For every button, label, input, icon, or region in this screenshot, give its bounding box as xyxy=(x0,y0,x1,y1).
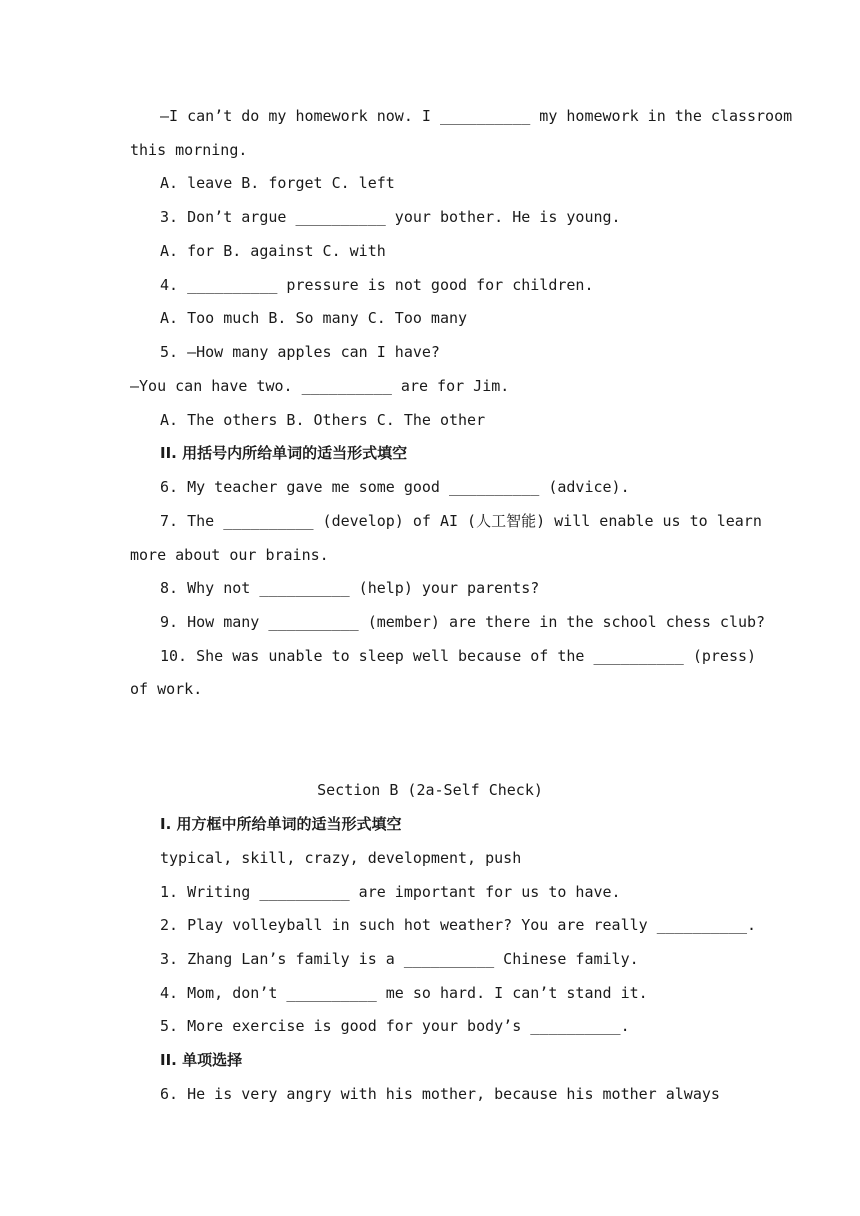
fill-question-2: 2. Play volleyball in such hot weather? You are really __________. xyxy=(160,916,757,934)
question-5-line-1: 5. —How many apples can I have? xyxy=(160,343,440,361)
section-ii-choice-title: II. 单项选择 xyxy=(160,1051,243,1069)
fill-question-5: 5. More exercise is good for your body’s __________. xyxy=(160,1017,630,1035)
question-3: 3. Don’t argue __________ your bother. He is young. xyxy=(160,208,621,226)
section-ii-title: II. 用括号内所给单词的适当形式填空 xyxy=(160,444,408,462)
question-10-line-1: 10. She was unable to sleep well because of the __________ (press) xyxy=(160,647,757,665)
choice-question-6: 6. He is very angry with his mother, because his mother always xyxy=(160,1085,720,1103)
question-8: 8. Why not __________ (help) your parents? xyxy=(160,579,540,597)
section-heading: Section B (2a-Self Check) xyxy=(317,781,543,799)
question-7-line-2: more about our brains. xyxy=(130,546,329,564)
question-2-line-1: —I can’t do my homework now. I __________ my homework in the classroom xyxy=(160,107,793,125)
question-7-line-1: 7. The __________ (develop) of AI (人工智能) will enable us to learn xyxy=(160,512,762,530)
word-box: typical, skill, crazy, development, push xyxy=(160,849,522,867)
question-5-options: A. The others B. Others C. The other xyxy=(160,411,486,429)
fill-question-1: 1. Writing __________ are important for us to have. xyxy=(160,883,621,901)
question-10-line-2: of work. xyxy=(130,680,203,698)
question-2-options: A. leave B. forget C. left xyxy=(160,174,395,192)
question-6: 6. My teacher gave me some good __________ (advice). xyxy=(160,478,630,496)
question-3-options: A. for B. against C. with xyxy=(160,242,386,260)
question-5-line-2: —You can have two. __________ are for Jim. xyxy=(130,377,510,395)
question-4: 4. __________ pressure is not good for children. xyxy=(160,276,594,294)
section-i-title: I. 用方框中所给单词的适当形式填空 xyxy=(160,815,402,833)
question-2-line-2: this morning. xyxy=(130,141,248,159)
question-4-options: A. Too much B. So many C. Too many xyxy=(160,309,468,327)
fill-question-4: 4. Mom, don’t __________ me so hard. I can’t stand it. xyxy=(160,984,648,1002)
fill-question-3: 3. Zhang Lan’s family is a __________ Chinese family. xyxy=(160,950,639,968)
question-9: 9. How many __________ (member) are there in the school chess club? xyxy=(160,613,766,631)
